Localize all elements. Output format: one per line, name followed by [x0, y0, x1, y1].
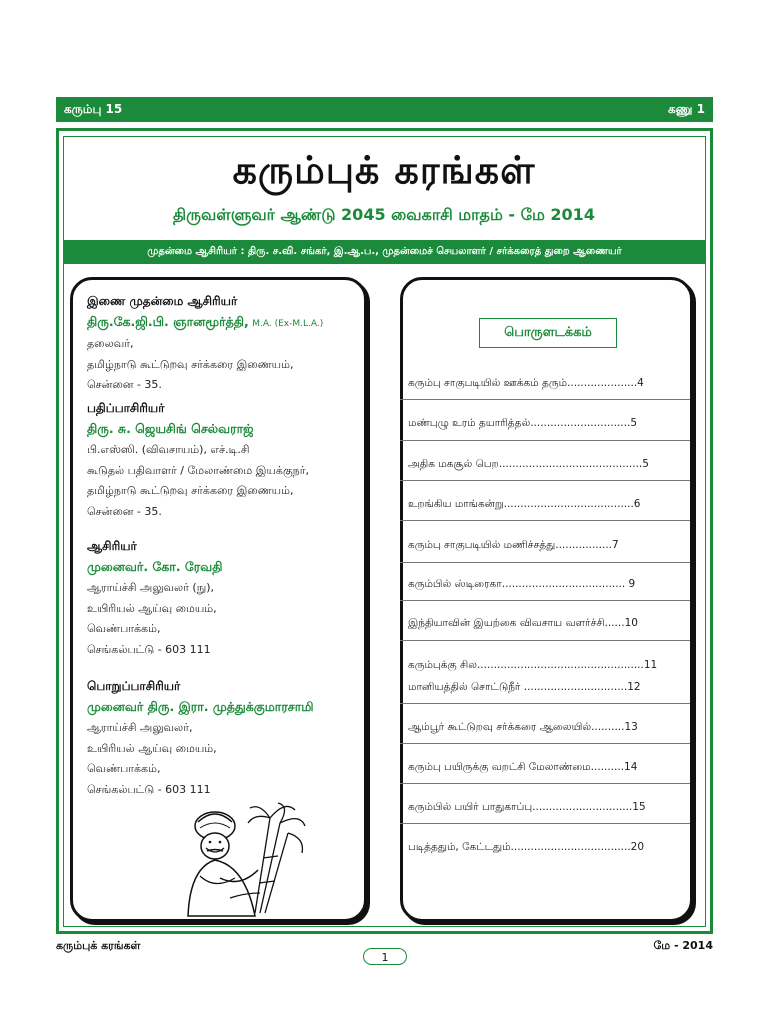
staff-role: இணை முதன்மை ஆசிரியர்	[87, 294, 238, 308]
toc-item[interactable]: படித்ததும், கேட்டதும்....................................20	[408, 841, 645, 853]
toc-divider	[400, 480, 690, 481]
staff-line: தமிழ்நாடு கூட்டுறவு சர்க்கரை இணையம்,	[87, 484, 294, 497]
magazine-title: கரும்புக் கரங்கள்	[232, 148, 536, 192]
toc-item[interactable]: கரும்பு சாகுபடியில் மணிச்சத்து.................7	[408, 539, 619, 551]
toc-item[interactable]: கரும்பில் ஸ்டிரைகா..................................... 9	[408, 578, 636, 590]
toc-divider	[400, 640, 690, 641]
staff-line: சென்னை - 35.	[87, 378, 162, 391]
staff-block	[87, 291, 323, 396]
staff-line: உயிரியல் ஆய்வு மையம்,	[87, 741, 217, 755]
toc-item[interactable]: கரும்பு சாகுபடியில் ஊக்கம் தரும்.....................4	[408, 377, 644, 389]
contents-title: பொருளடக்கம்	[479, 318, 617, 348]
staff-block	[87, 536, 222, 660]
toc-item[interactable]: கரும்பில் பயிர் பாதுகாப்பு..............................15	[408, 801, 646, 813]
toc-divider	[400, 562, 690, 563]
staff-name: திரு. சு. ஜெயசிங் செல்வராஜ்	[87, 420, 254, 436]
staff-line: வெண்பாக்கம்,	[87, 622, 161, 635]
footer-title: கரும்புக் கரங்கள்	[56, 939, 141, 952]
staff-line: ஆராய்ச்சி அலுவலர் (நு),	[87, 581, 215, 594]
toc-divider	[400, 520, 690, 521]
staff-name: முனைவர். கோ. ரேவதி	[87, 558, 223, 574]
footer-date: மே - 2014	[653, 939, 713, 952]
toc-divider	[400, 440, 690, 441]
toc-item[interactable]: அதிக மகசூல் பெற...........................................5	[408, 458, 649, 470]
toc-item[interactable]: ஆம்பூர் கூட்டுறவு சர்க்கரை ஆலையில்..........13	[408, 721, 638, 733]
staff-line: பி.எஸ்ஸி. (விவசாயம்), எச்.டி.சி	[87, 443, 250, 456]
toc-item[interactable]: மானியத்தில் சொட்டுநீர் ...............................12	[408, 681, 641, 693]
staff-block	[87, 676, 314, 800]
staff-line: செங்கல்பட்டு - 603 111	[87, 642, 211, 656]
staff-line: செங்கல்பட்டு - 603 111	[87, 782, 211, 796]
toc-item[interactable]: இந்தியாவின் இயற்கை விவசாய வளர்ச்சி......10	[408, 617, 638, 629]
staff-role: பதிப்பாசிரியர்	[87, 401, 165, 415]
toc-divider	[400, 783, 690, 784]
staff-role: ஆசிரியர்	[87, 539, 137, 553]
staff-credential: M.A. (Ex-M.L.A.)	[252, 318, 324, 329]
toc-divider	[400, 743, 690, 744]
toc-divider	[400, 703, 690, 704]
toc-item[interactable]: கரும்புக்கு சில..................................................11	[408, 659, 658, 671]
staff-line: ஆராய்ச்சி அலுவலர்,	[87, 721, 193, 734]
toc-item[interactable]: உறங்கிய மாங்கன்று.......................................6	[408, 498, 641, 510]
issue-date: திருவள்ளுவர் ஆண்டு 2045 வைகாசி மாதம் - மே 2014	[173, 205, 595, 224]
toc-divider	[400, 600, 690, 601]
staff-role: பொறுப்பாசிரியர்	[87, 679, 181, 693]
page-number: 1	[363, 948, 407, 965]
toc-divider	[400, 823, 690, 824]
staff-line: தலைவர்,	[87, 337, 134, 350]
staff-line: வெண்பாக்கம்,	[87, 762, 161, 775]
staff-line: உயிரியல் ஆய்வு மையம்,	[87, 601, 217, 615]
staff-line: தமிழ்நாடு கூட்டுறவு சர்க்கரை இணையம்,	[87, 357, 294, 371]
chief-editor-line: முதன்மை ஆசிரியர் : திரு. ச.வி. சங்கர், இ.ஆ.ப., முதன்மைச் செயலாளர் / சர்க்கரைத் துறை ஆணையர்	[147, 246, 622, 257]
header-bar	[56, 97, 713, 122]
toc-item[interactable]: மண்புழு உரம் தயாரித்தல்..............................5	[408, 417, 638, 429]
staff-name: முனைவர் திரு. இரா. முத்துக்குமாரசாமி	[87, 698, 314, 714]
contents-panel	[400, 277, 693, 922]
staff-line: கூடுதல் பதிவாளர் / மேலாண்மை இயக்குநர்,	[87, 463, 309, 477]
farmer-illustration	[160, 798, 310, 918]
staff-block	[87, 398, 309, 522]
issue-number: கரும்பு 15	[64, 101, 123, 116]
chief-editor-bar	[63, 240, 706, 264]
toc-divider	[400, 399, 690, 400]
volume-number: கணு 1	[667, 101, 705, 116]
staff-name: திரு.கே.ஜி.பி. ஞானமூர்த்தி,	[87, 313, 249, 329]
toc-item[interactable]: கரும்பு பயிருக்கு வறட்சி மேலாண்மை..........14	[408, 761, 638, 773]
staff-line: சென்னை - 35.	[87, 504, 162, 518]
